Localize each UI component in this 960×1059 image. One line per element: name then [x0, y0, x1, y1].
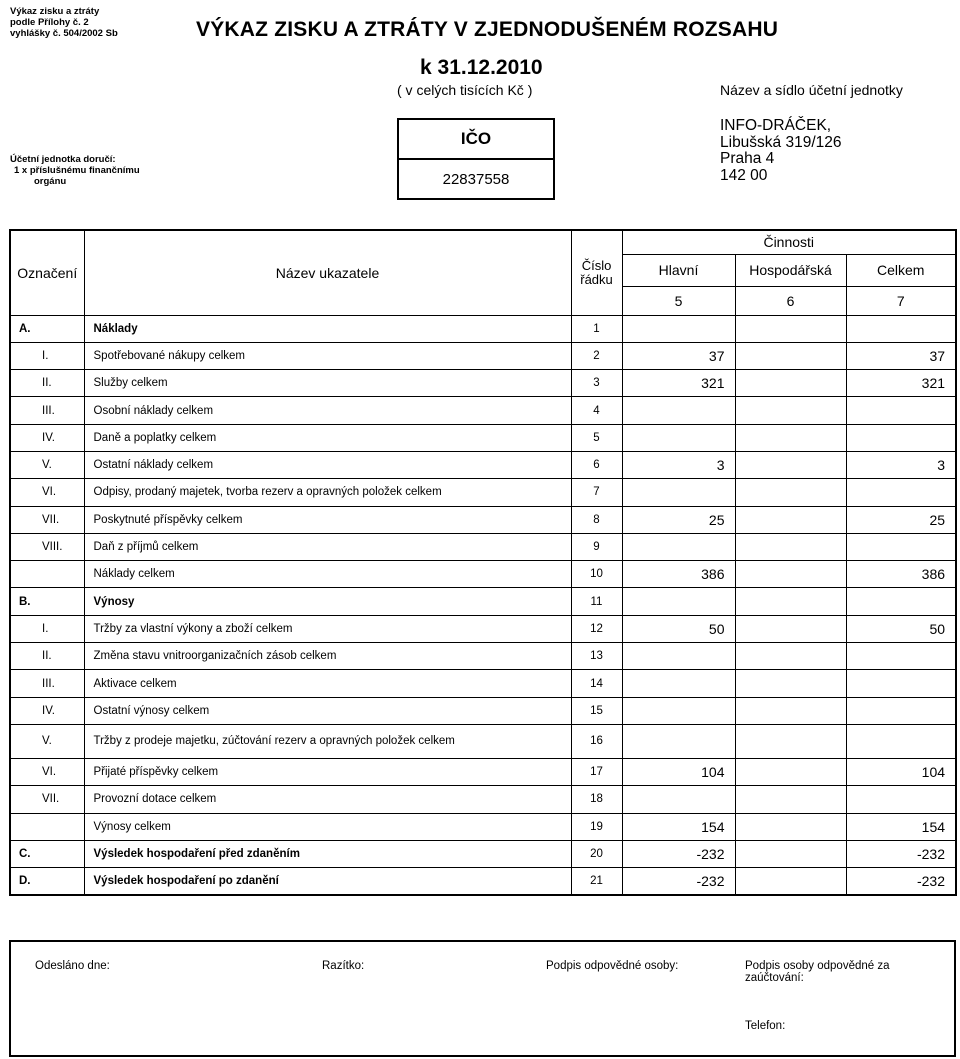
table-row	[10, 315, 956, 342]
row-designation: D.	[10, 868, 84, 896]
value-hospodarska	[735, 786, 846, 813]
responsible-signature-label: Podpis odpovědné osoby:	[546, 960, 679, 972]
value-hospodarska	[735, 451, 846, 478]
table-row	[10, 424, 956, 451]
value-hlavni	[622, 479, 735, 506]
ico-box	[397, 118, 555, 200]
value-celkem	[846, 724, 956, 758]
table-row	[10, 451, 956, 478]
row-description: Náklady	[84, 315, 571, 342]
row-designation: IV.	[10, 424, 84, 451]
row-designation: I.	[10, 342, 84, 369]
value-hlavni	[622, 724, 735, 758]
header-oznaceni: Označení	[10, 230, 84, 315]
row-description: Tržby za vlastní výkony a zboží celkem	[84, 615, 571, 642]
row-number: 19	[571, 813, 622, 840]
entity-label: Název a sídlo účetní jednotky	[720, 82, 903, 98]
entity-address	[720, 118, 842, 184]
table-row	[10, 397, 956, 424]
row-description: Odpisy, prodaný majetek, tvorba rezerv a opravných položek celkem	[84, 479, 571, 506]
row-number: 18	[571, 786, 622, 813]
legal-line: podle Přílohy č. 2	[10, 17, 89, 28]
row-number: 6	[571, 451, 622, 478]
table-row	[10, 786, 956, 813]
value-celkem: 3	[846, 451, 956, 478]
signature-box	[9, 940, 956, 1057]
row-number: 3	[571, 370, 622, 397]
row-designation: VI.	[10, 758, 84, 785]
legal-reference	[10, 6, 118, 39]
value-celkem: 104	[846, 758, 956, 785]
header-col-7: 7	[846, 286, 956, 315]
row-designation: IV.	[10, 697, 84, 724]
table-row	[10, 370, 956, 397]
entity-line: INFO-DRÁČEK,	[720, 117, 832, 134]
value-hlavni: 37	[622, 342, 735, 369]
value-hlavni	[622, 315, 735, 342]
header-cislo: Číslo řádku	[571, 230, 622, 315]
value-hospodarska	[735, 670, 846, 697]
phone-label: Telefon:	[745, 1020, 786, 1032]
row-description: Výnosy	[84, 588, 571, 615]
ico-label: IČO	[399, 120, 553, 160]
row-designation: A.	[10, 315, 84, 342]
value-hlavni: 104	[622, 758, 735, 785]
value-hlavni	[622, 697, 735, 724]
row-description: Provozní dotace celkem	[84, 786, 571, 813]
table-row	[10, 868, 956, 896]
table-row	[10, 813, 956, 840]
row-number: 16	[571, 724, 622, 758]
value-hospodarska	[735, 561, 846, 588]
value-celkem	[846, 315, 956, 342]
row-number: 2	[571, 342, 622, 369]
row-number: 12	[571, 615, 622, 642]
row-description: Poskytnuté příspěvky celkem	[84, 506, 571, 533]
row-designation	[10, 561, 84, 588]
value-hlavni: 386	[622, 561, 735, 588]
row-description: Výsledek hospodaření před zdaněním	[84, 840, 571, 867]
value-hlavni	[622, 424, 735, 451]
value-hlavni	[622, 533, 735, 560]
value-celkem: -232	[846, 840, 956, 867]
value-hospodarska	[735, 424, 846, 451]
row-number: 10	[571, 561, 622, 588]
row-designation: II.	[10, 643, 84, 670]
value-hospodarska	[735, 315, 846, 342]
row-number: 21	[571, 868, 622, 896]
row-number: 17	[571, 758, 622, 785]
value-celkem	[846, 786, 956, 813]
table-row	[10, 724, 956, 758]
value-celkem: 154	[846, 813, 956, 840]
table-row	[10, 479, 956, 506]
row-designation: C.	[10, 840, 84, 867]
value-hospodarska	[735, 397, 846, 424]
legal-line: vyhlášky č. 504/2002 Sb	[10, 28, 118, 39]
accounting-signature-label: Podpis osoby odpovědné za zaúčtování:	[745, 960, 890, 984]
row-description: Daň z příjmů celkem	[84, 533, 571, 560]
table-row	[10, 670, 956, 697]
report-date: k 31.12.2010	[420, 56, 543, 79]
header-cinnosti: Činnosti	[622, 230, 956, 254]
recipient-line: Účetní jednotka doručí:	[10, 154, 116, 165]
value-hospodarska	[735, 697, 846, 724]
header-hospodarska: Hospodářská	[735, 254, 846, 286]
value-hospodarska	[735, 588, 846, 615]
value-hospodarska	[735, 643, 846, 670]
row-description: Přijaté příspěvky celkem	[84, 758, 571, 785]
value-celkem: 50	[846, 615, 956, 642]
row-number: 1	[571, 315, 622, 342]
recipient-line: 1 x příslušnému finančnímu	[14, 165, 140, 176]
stamp-label: Razítko:	[322, 960, 365, 972]
row-description: Osobní náklady celkem	[84, 397, 571, 424]
table-row	[10, 697, 956, 724]
value-hlavni: -232	[622, 840, 735, 867]
table-row	[10, 758, 956, 785]
value-celkem: -232	[846, 868, 956, 896]
row-description: Změna stavu vnitroorganizačních zásob celkem	[84, 643, 571, 670]
value-celkem	[846, 697, 956, 724]
value-hlavni	[622, 588, 735, 615]
header-col-6: 6	[735, 286, 846, 315]
entity-line: 142 00	[720, 166, 768, 184]
profit-loss-table	[9, 229, 957, 896]
value-hospodarska	[735, 342, 846, 369]
value-hospodarska	[735, 506, 846, 533]
value-hospodarska	[735, 813, 846, 840]
row-description: Tržby z prodeje majetku, zúčtování rezerv a opravných položek celkem	[84, 724, 571, 758]
row-number: 8	[571, 506, 622, 533]
row-number: 13	[571, 643, 622, 670]
value-celkem: 386	[846, 561, 956, 588]
table-row	[10, 533, 956, 560]
row-designation: V.	[10, 724, 84, 758]
row-designation: III.	[10, 670, 84, 697]
value-celkem	[846, 479, 956, 506]
sent-date-label: Odesláno dne:	[35, 960, 110, 972]
value-hospodarska	[735, 840, 846, 867]
table-row	[10, 506, 956, 533]
row-number: 15	[571, 697, 622, 724]
row-description: Ostatní náklady celkem	[84, 451, 571, 478]
value-hlavni: 321	[622, 370, 735, 397]
header-col-5: 5	[622, 286, 735, 315]
table-row	[10, 615, 956, 642]
recipient-line: orgánu	[34, 176, 67, 187]
row-number: 7	[571, 479, 622, 506]
row-description: Daně a poplatky celkem	[84, 424, 571, 451]
value-hospodarska	[735, 479, 846, 506]
value-hlavni	[622, 670, 735, 697]
header-hlavni: Hlavní	[622, 254, 735, 286]
row-designation: VI.	[10, 479, 84, 506]
value-hlavni: 154	[622, 813, 735, 840]
header-nazev: Název ukazatele	[84, 230, 571, 315]
row-number: 20	[571, 840, 622, 867]
value-hospodarska	[735, 370, 846, 397]
value-celkem: 25	[846, 506, 956, 533]
value-hospodarska	[735, 615, 846, 642]
value-hlavni: 50	[622, 615, 735, 642]
document-title: VÝKAZ ZISKU A ZTRÁTY V ZJEDNODUŠENÉM ROZSAHU	[196, 18, 779, 41]
row-designation: VII.	[10, 506, 84, 533]
row-designation: VIII.	[10, 533, 84, 560]
value-hlavni	[622, 643, 735, 670]
value-hlavni	[622, 786, 735, 813]
row-description: Ostatní výnosy celkem	[84, 697, 571, 724]
table-row	[10, 588, 956, 615]
row-number: 5	[571, 424, 622, 451]
table-row	[10, 840, 956, 867]
row-designation	[10, 813, 84, 840]
table-row	[10, 643, 956, 670]
header-celkem: Celkem	[846, 254, 956, 286]
row-number: 11	[571, 588, 622, 615]
value-celkem	[846, 670, 956, 697]
value-celkem: 37	[846, 342, 956, 369]
value-hospodarska	[735, 868, 846, 896]
row-description: Výsledek hospodaření po zdanění	[84, 868, 571, 896]
value-hospodarska	[735, 724, 846, 758]
value-celkem	[846, 533, 956, 560]
value-hospodarska	[735, 533, 846, 560]
value-celkem	[846, 397, 956, 424]
units-note: ( v celých tisících Kč )	[397, 82, 533, 98]
entity-line: Praha 4	[720, 150, 775, 167]
row-designation: B.	[10, 588, 84, 615]
row-designation: II.	[10, 370, 84, 397]
row-number: 9	[571, 533, 622, 560]
value-celkem	[846, 643, 956, 670]
value-hlavni: 3	[622, 451, 735, 478]
row-number: 14	[571, 670, 622, 697]
recipient-note	[10, 154, 140, 187]
row-description: Služby celkem	[84, 370, 571, 397]
row-description: Náklady celkem	[84, 561, 571, 588]
row-description: Výnosy celkem	[84, 813, 571, 840]
row-designation: III.	[10, 397, 84, 424]
row-description: Spotřebované nákupy celkem	[84, 342, 571, 369]
entity-line: Libušská 319/126	[720, 133, 842, 151]
ico-value: 22837558	[442, 170, 510, 188]
row-designation: V.	[10, 451, 84, 478]
value-celkem	[846, 588, 956, 615]
value-hlavni: 25	[622, 506, 735, 533]
value-celkem	[846, 424, 956, 451]
row-description: Aktivace celkem	[84, 670, 571, 697]
value-hospodarska	[735, 758, 846, 785]
row-designation: VII.	[10, 786, 84, 813]
table-row	[10, 561, 956, 588]
value-hlavni: -232	[622, 868, 735, 896]
table-row	[10, 342, 956, 369]
value-celkem: 321	[846, 370, 956, 397]
row-number: 4	[571, 397, 622, 424]
value-hlavni	[622, 397, 735, 424]
row-designation: I.	[10, 615, 84, 642]
legal-line: Výkaz zisku a ztráty	[10, 6, 100, 17]
